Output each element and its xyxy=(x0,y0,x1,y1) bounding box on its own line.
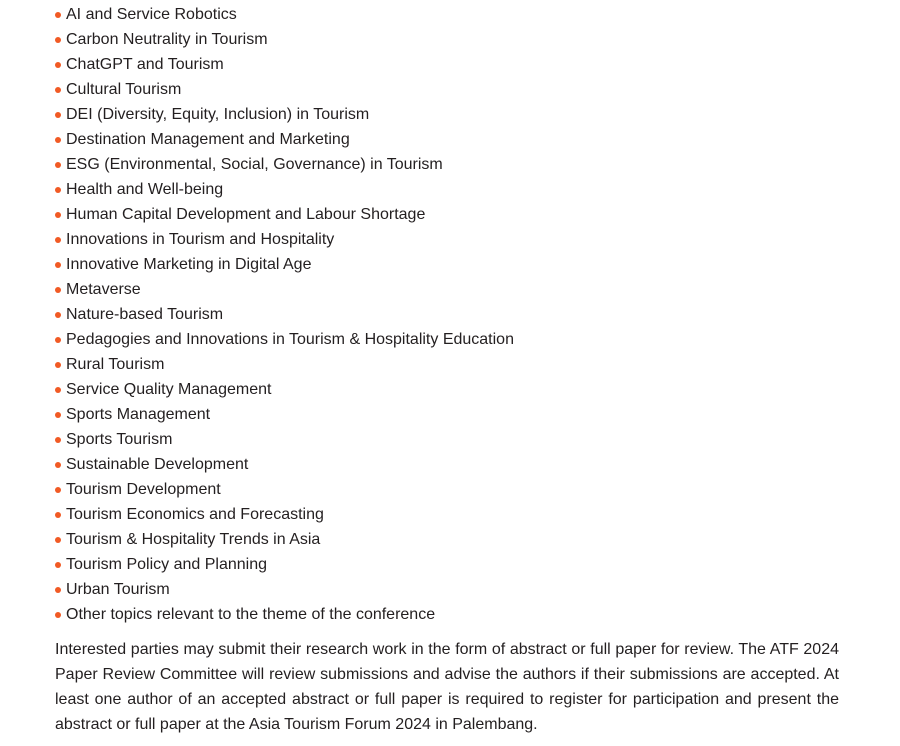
bullet-icon xyxy=(55,337,61,343)
bullet-icon xyxy=(55,37,61,43)
bullet-icon xyxy=(55,287,61,293)
bullet-icon xyxy=(55,562,61,568)
list-item xyxy=(54,77,514,102)
bullet-icon xyxy=(55,162,61,168)
list-item xyxy=(54,452,514,477)
bullet-icon xyxy=(55,262,61,268)
list-item xyxy=(54,177,514,202)
list-item xyxy=(54,202,514,227)
topic-label: Pedagogies and Innovations in Tourism & Hospitality Education xyxy=(66,331,514,348)
topic-label: Destination Management and Marketing xyxy=(66,131,350,148)
topic-label: Metaverse xyxy=(66,281,141,298)
bullet-icon xyxy=(55,487,61,493)
topic-label: Innovations in Tourism and Hospitality xyxy=(66,231,335,248)
bullet-icon xyxy=(55,187,61,193)
list-item xyxy=(54,127,514,152)
bullet-icon xyxy=(55,212,61,218)
list-item xyxy=(54,102,514,127)
list-item xyxy=(54,327,514,352)
topic-label: Sustainable Development xyxy=(66,456,249,473)
topic-label: Service Quality Management xyxy=(66,381,272,398)
bullet-icon xyxy=(55,112,61,118)
list-item xyxy=(54,502,514,527)
list-item xyxy=(54,152,514,177)
bullet-icon xyxy=(55,387,61,393)
list-item xyxy=(54,577,514,602)
topic-label: Innovative Marketing in Digital Age xyxy=(66,256,312,273)
bullet-icon xyxy=(55,312,61,318)
topic-list xyxy=(54,2,514,627)
bullet-icon xyxy=(55,237,61,243)
topic-label: Tourism Policy and Planning xyxy=(66,556,267,573)
bullet-icon xyxy=(55,412,61,418)
list-item xyxy=(54,402,514,427)
bullet-icon xyxy=(55,462,61,468)
bullet-icon xyxy=(55,12,61,18)
topic-label: Rural Tourism xyxy=(66,356,165,373)
bullet-icon xyxy=(55,587,61,593)
bullet-icon xyxy=(55,437,61,443)
list-item xyxy=(54,302,514,327)
list-item xyxy=(54,552,514,577)
topic-label: Sports Management xyxy=(66,406,211,423)
list-item xyxy=(54,527,514,552)
bullet-icon xyxy=(55,512,61,518)
bullet-icon xyxy=(55,137,61,143)
topic-label: Nature-based Tourism xyxy=(66,306,224,323)
bullet-icon xyxy=(55,62,61,68)
list-item xyxy=(54,252,514,277)
list-item xyxy=(54,352,514,377)
bullet-icon xyxy=(55,87,61,93)
topic-label: Health and Well-being xyxy=(66,181,224,198)
list-item xyxy=(54,27,514,52)
topic-label: AI and Service Robotics xyxy=(66,6,237,23)
submission-paragraph: Interested parties may submit their research work in the form of abstract or full paper for review. The ATF 2024 Paper Review Committee will review submissions and advise the authors if their submissions are accepted. At least one author of an accepted abstract or full paper is required to register for participation and present the abstract or full paper at the Asia Tourism Forum 2024 in Palembang. xyxy=(55,641,839,733)
topic-label: Tourism Economics and Forecasting xyxy=(66,506,324,523)
topic-label: ChatGPT and Tourism xyxy=(66,56,224,73)
list-item xyxy=(54,2,514,27)
list-item xyxy=(54,477,514,502)
list-item xyxy=(54,602,514,627)
topic-label: Tourism & Hospitality Trends in Asia xyxy=(66,531,321,548)
list-item xyxy=(54,52,514,77)
topic-label: Carbon Neutrality in Tourism xyxy=(66,31,268,48)
bullet-icon xyxy=(55,612,61,618)
topic-label: DEI (Diversity, Equity, Inclusion) in Tourism xyxy=(66,106,370,123)
topic-label: Tourism Development xyxy=(66,481,221,498)
topic-label: Other topics relevant to the theme of the conference xyxy=(66,606,436,623)
list-item xyxy=(54,227,514,252)
list-item xyxy=(54,277,514,302)
topic-label: Urban Tourism xyxy=(66,581,170,598)
bullet-icon xyxy=(55,362,61,368)
bullet-icon xyxy=(55,537,61,543)
topic-label: Cultural Tourism xyxy=(66,81,182,98)
list-item xyxy=(54,427,514,452)
topic-label: Sports Tourism xyxy=(66,431,173,448)
list-item xyxy=(54,377,514,402)
topic-label: ESG (Environmental, Social, Governance) in Tourism xyxy=(66,156,443,173)
topic-label: Human Capital Development and Labour Shortage xyxy=(66,206,426,223)
